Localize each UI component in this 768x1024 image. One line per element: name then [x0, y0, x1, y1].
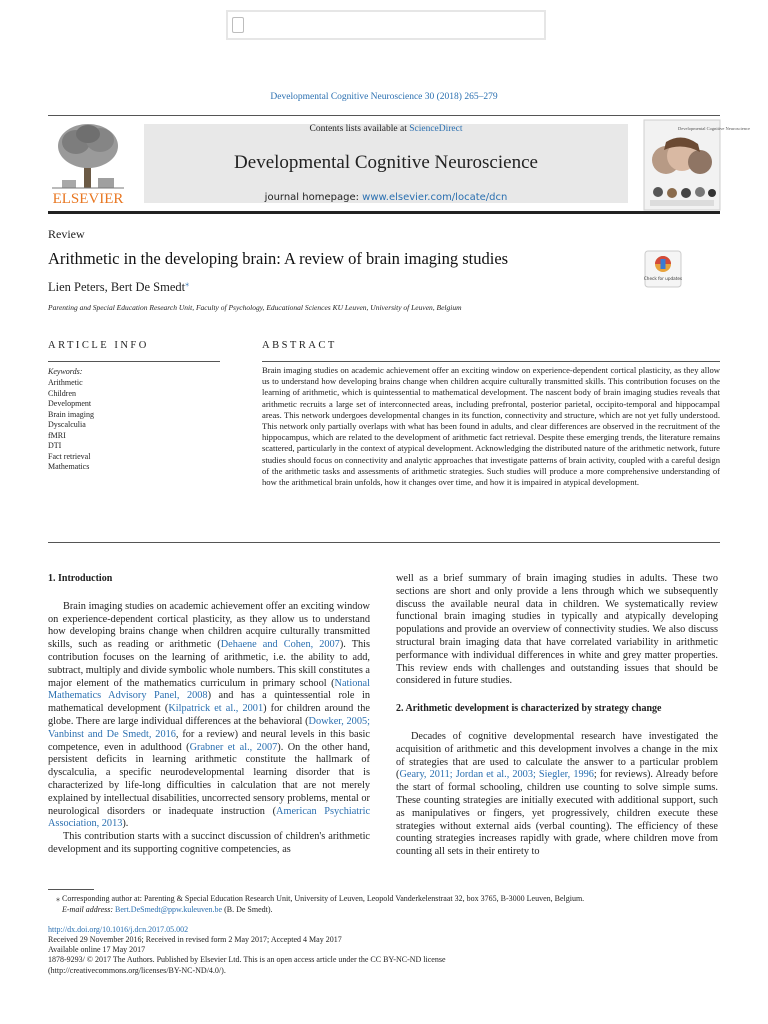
- footnote-divider: [48, 889, 94, 890]
- homepage-prefix: journal homepage:: [264, 192, 363, 203]
- keyword-item: Fact retrieval: [48, 451, 91, 461]
- text-run: Decades of cognitive developmental research have investigated the acquisition of arithmetic and this development involves a change in the mix of strategies that are used to calculate the answer to a particular problem (: [396, 730, 718, 781]
- license-statement: 1878-9293/ © 2017 The Authors. Published by Elsevier Ltd. This is an open access article under the CC BY-NC-ND license: [48, 955, 446, 964]
- text-run: ).: [122, 818, 129, 830]
- received-dates: Received 29 November 2016; Received in revised form 2 May 2017; Accepted 4 May 2017: [48, 935, 342, 944]
- article-info-heading: ARTICLE INFO: [48, 340, 149, 351]
- keyword-item: fMRI: [48, 430, 66, 440]
- article-title: Arithmetic in the developing brain: A review of brain imaging studies: [48, 249, 509, 268]
- body-column-left: [48, 573, 370, 857]
- text-run: ). This contribution focuses on the learning of arithmetic, i.e. the ability to add, subtract, multiply and divide symbolic whole numbers. This skill constitutes a major element of the mathematics curriculum in primary school (: [48, 639, 371, 689]
- keyword-item: Arithmetic: [48, 378, 83, 387]
- author-names: Lien Peters, Bert De Smedt: [48, 280, 186, 295]
- contents-line: [144, 124, 628, 134]
- text-run: ; for reviews). Already before the start of formal schooling, children use counting to solve simple sums. These counting strategies are initially executed with additional support, such as manipulatives or fingers, yet progressively, children execute these strategies without external aids (verbal counting). The efficiency of these counting strategies increases rapidly with grade, where children move from counting all sets in their entirety to: [396, 769, 718, 858]
- corresponding-author-marker[interactable]: ⁎: [185, 279, 190, 288]
- email-footnote: [62, 905, 273, 914]
- text-run: , for a review) and neural levels in this basic competence, even in adulthood (: [48, 728, 370, 753]
- online-date: Available online 17 May 2017: [48, 945, 146, 954]
- citation-link[interactable]: Geary, 2011; Jordan et al., 2003; Siegler, 1996: [399, 769, 594, 781]
- footnote-marker: ⁎: [56, 894, 60, 903]
- text-run: ) and has a quintessential role in mathematical development (: [48, 690, 370, 715]
- citation-link[interactable]: American Psychiatric Association, 2013: [48, 805, 371, 830]
- keywords-label: Keywords:: [48, 367, 83, 376]
- publisher-name: ELSEVIER: [52, 191, 124, 207]
- email-label: E-mail address:: [62, 905, 114, 914]
- elsevier-tree-icon: [48, 120, 128, 206]
- keyword-item: Mathematics: [48, 462, 90, 471]
- paragraph: [48, 601, 370, 831]
- citation-link[interactable]: Dowker, 2005; Vanbinst and De Smedt, 2016: [48, 715, 370, 740]
- abstract-text: Brain imaging studies on academic achievement offer an exciting window on experience-dependent cortical plasticity, as they allow us to understand how developing brains change when children acquire culturally transmitted skills. This contribution focuses on the learning of arithmetic, which is quintessential to mathematical development. The nascent body of brain imaging studies reveals that arithmetic recruits a large set of interconnected areas, including prefrontal, posterior parietal, occipito-temporal and hippocampal areas. This network undergoes developmental changes in its function, connectivity and structure, which are not yet fully understood. This network only partially overlaps with what has been found in adults, and clear differences are observed in the recruitment of the hippocampus, which are related to the development of arithmetic fact retrieval. Despite these emerging trends, the literature remains scattered, particularly in the context of atypical development. Acknowledging the distributed nature of the arithmetic network, future studies should focus on connectivity and analytic approaches that investigate patterns of brain activity, coupled with a careful design of the arithmetic tasks and assessments of arithmetic strategies. Such studies will produce a more comprehensive understanding of how the arithmetical brain unfolds, how it changes over time, and how it is impaired in atypical development.: [262, 365, 720, 488]
- journal-title: Developmental Cognitive Neuroscience: [234, 152, 538, 173]
- corresponding-author-footnote: [56, 894, 720, 903]
- contents-prefix: Contents lists available at: [309, 124, 410, 134]
- keyword-item: Brain imaging: [48, 409, 94, 419]
- body-column-right: [396, 573, 718, 859]
- citation-link[interactable]: Dehaene and Cohen, 2007: [220, 639, 340, 651]
- keyword-item: Children: [48, 388, 76, 398]
- author-list: [48, 279, 189, 295]
- email-suffix: (B. De Smedt).: [224, 905, 273, 914]
- abstract-divider: [262, 361, 720, 362]
- journal-homepage: [144, 192, 628, 203]
- body-divider: [48, 542, 720, 543]
- header-divider: [48, 115, 720, 116]
- paragraph: [396, 731, 718, 859]
- citation-link[interactable]: Grabner et al., 2007: [189, 741, 278, 753]
- journal-cover-image: [644, 120, 750, 210]
- keyword-item: DTI: [48, 441, 62, 450]
- license-url[interactable]: (http://creativecommons.org/licenses/BY-NC-ND/4.0/).: [48, 966, 226, 975]
- top-placeholder-box: [226, 10, 546, 40]
- journal-cover-thumbnail[interactable]: [644, 120, 750, 210]
- author-affiliation: Parenting and Special Education Research Unit, Faculty of Psychology, Educational Sciences KU Leuven, University of Leuven, Belgium: [48, 303, 462, 312]
- citation-link[interactable]: Kilpatrick et al., 2001: [168, 703, 264, 715]
- header-thick-divider: [48, 211, 720, 214]
- homepage-link[interactable]: www.elsevier.com/locate/dcn: [362, 192, 508, 203]
- section-heading-arithmetic-development: 2. Arithmetic development is characterized by strategy change: [396, 703, 662, 715]
- paragraph: This contribution starts with a succinct discussion of children's arithmetic development and its supporting cognitive competencies, as: [48, 831, 370, 855]
- placeholder-icon: [232, 17, 244, 33]
- keyword-item: Development: [48, 399, 92, 408]
- crossmark-label: Check for updates: [643, 276, 683, 281]
- abstract-heading: ABSTRACT: [262, 340, 337, 351]
- article-type: Review: [48, 227, 85, 241]
- sciencedirect-link[interactable]: ScienceDirect: [409, 124, 463, 134]
- journal-citation-link[interactable]: Developmental Cognitive Neuroscience 30 (2018) 265–279: [270, 92, 498, 102]
- text-run: Brain imaging studies on academic achievement offer an exciting window on experience-dependent cortical plasticity, as they allow us to understand how developing brains change when children acquire culturally transmitted skills, such as reading or arithmetic (: [48, 600, 370, 651]
- footnote-text: Corresponding author at: Parenting & Special Education Research Unit, University of Leuven, Leopold Vanderkelenstraat 32, box 3765, B-3000 Leuven, Belgium.: [62, 894, 585, 903]
- citation-link[interactable]: National Mathematics Advisory Panel, 2008: [48, 677, 370, 702]
- keyword-list: [48, 378, 94, 473]
- doi-link[interactable]: http://dx.doi.org/10.1016/j.dcn.2017.05.002: [48, 925, 189, 934]
- check-for-updates-badge[interactable]: [645, 251, 681, 287]
- article-info-divider: [48, 361, 220, 362]
- crossmark-icon: [645, 251, 681, 287]
- keyword-item: Dyscalculia: [48, 420, 86, 429]
- paragraph: well as a brief summary of brain imaging studies in adults. These two sections are short and only provide a lens through which we subsequently discuss the available neural data in children. We systematically review functional brain imaging studies in typically and atypically developing populations and provide an overview of connectivity studies. We also discuss structural brain imaging data that have correlated variability in arithmetic performance with individual differences in white and grey matter properties. This review ends with challenges and outstanding issues that should be considered in future studies.: [396, 573, 718, 687]
- text-run: ) for children around the globe. There are large individual differences at the behavioral (: [48, 703, 370, 727]
- email-link[interactable]: Bert.DeSmedt@ppw.kuleuven.be: [115, 905, 223, 914]
- elsevier-logo[interactable]: [48, 120, 128, 206]
- cover-title: Developmental Cognitive Neuroscience: [678, 126, 750, 131]
- text-run: ). On the other hand, persistent deficits in learning arithmetic constitute the hallmark of dyscalculia, a specific neurodevelopmental learning disorder that is characterized by life-long difficulties in calculation that are not merely explained by intellectual disabilities, uncorrected sensory problems, mental or neurological disorders or inadequate instruction (: [48, 741, 370, 817]
- section-heading-introduction: 1. Introduction: [48, 573, 113, 584]
